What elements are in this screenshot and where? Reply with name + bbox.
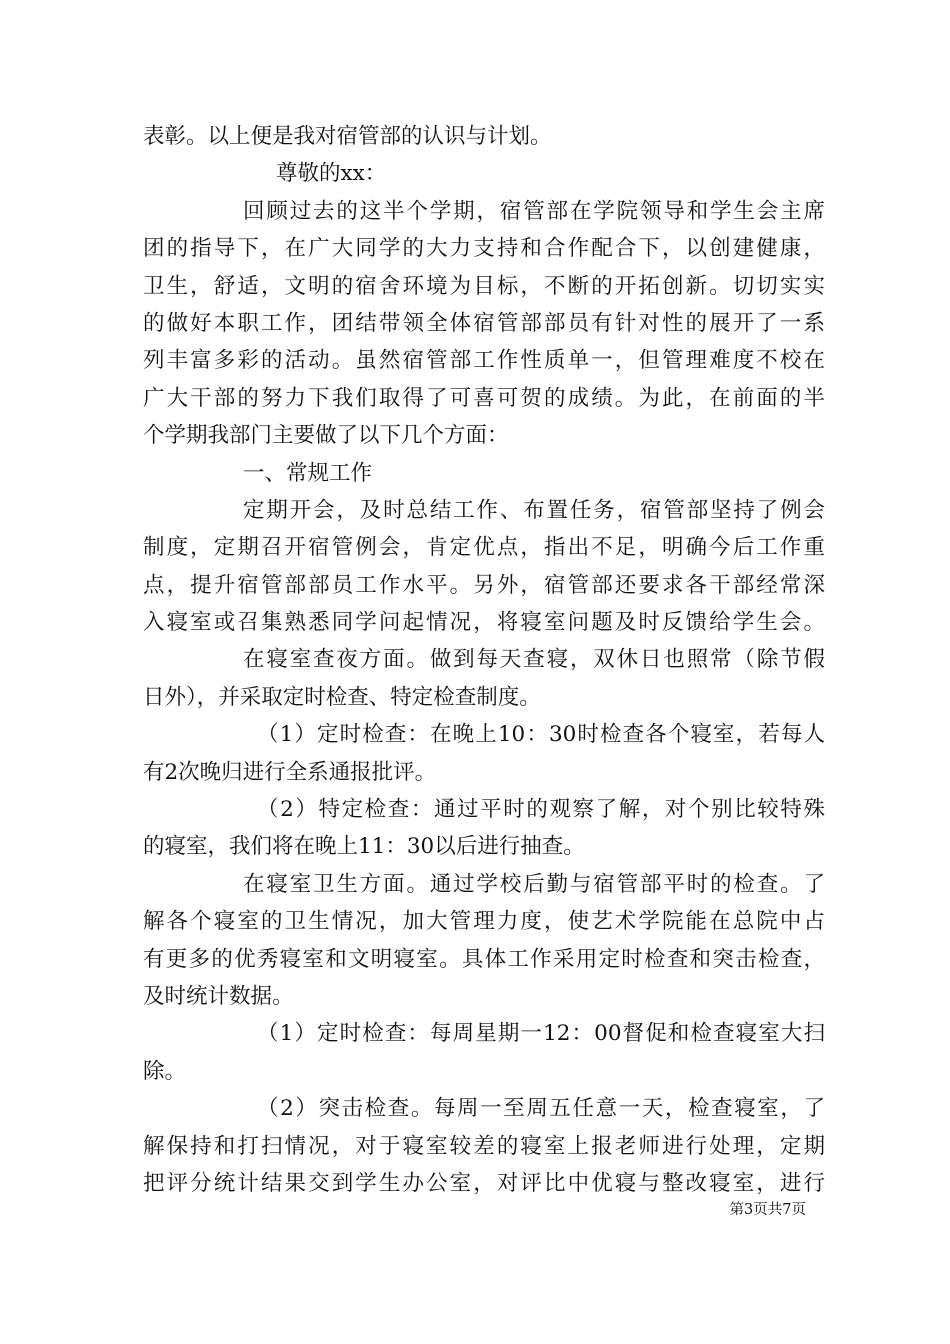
text-line: 的寝室，我们将在晚上11：30以后进行抽查。 — [143, 834, 585, 860]
text-line: 列丰富多彩的活动。虽然宿管部工作性质单一，但管理难度不校在 — [143, 348, 825, 374]
text-line: （2）突击检查。每周一至周五任意一天，检查寝室，了 — [257, 1096, 825, 1122]
text-line: 的做好本职工作，团结带领全体宿管部部员有针对性的展开了一系 — [143, 310, 825, 336]
text-line: 表彰。以上便是我对宿管部的认识与计划。 — [143, 124, 552, 149]
text-line: （1）定时检查：在晚上10：30时检查各个寝室，若每人 — [257, 722, 825, 748]
text-line: 制度，定期召开宿管例会，肯定优点，指出不足，明确今后工作重 — [143, 535, 825, 561]
text-line: 定期开会，及时总结工作、布置任务，宿管部坚持了例会 — [243, 497, 825, 523]
text-line: 除。 — [143, 1058, 187, 1084]
salutation: 尊敬的xx： — [276, 161, 387, 187]
text-line: 有2次晚归进行全系通报批评。 — [143, 759, 437, 785]
text-line: （2）特定检查：通过平时的观察了解，对个别比较特殊 — [257, 797, 825, 823]
text-line: 有更多的优秀寝室和文明寝室。具体工作采用定时检查和突击检查， — [143, 946, 825, 972]
text-line: 及时统计数据。 — [143, 983, 294, 1009]
text-line: 把评分统计结果交到学生办公室，对评比中优寝与整改寝室，进行 — [143, 1170, 825, 1196]
text-line: 回顾过去的这半个学期，宿管部在学院领导和学生会主席 — [243, 198, 825, 224]
text-line: 广大干部的努力下我们取得了可喜可贺的成绩。为此，在前面的半 — [143, 385, 825, 411]
text-line: 个学期我部门主要做了以下几个方面： — [143, 423, 509, 449]
text-line: 解保持和打扫情况，对于寝室较差的寝室上报老师进行处理，定期 — [143, 1133, 825, 1159]
text-line: 团的指导下，在广大同学的大力支持和合作配合下，以创建健康， — [143, 236, 825, 262]
text-line: 点，提升宿管部部员工作水平。另外，宿管部还要求各干部经常深 — [143, 572, 825, 598]
page-number: 第3页共7页 — [729, 1202, 806, 1218]
text-line: 入寝室或召集熟悉同学问起情况，将寝室问题及时反馈给学生会。 — [143, 610, 825, 636]
text-line: 在寝室卫生方面。通过学校后勤与宿管部平时的检查。了 — [243, 871, 825, 897]
text-line: 解各个寝室的卫生情况，加大管理力度，使艺术学院能在总院中占 — [143, 909, 825, 935]
section-heading: 一、常规工作 — [243, 460, 373, 486]
text-line: （1）定时检查：每周星期一12：00督促和检查寝室大扫 — [257, 1021, 825, 1047]
body-text — [143, 118, 825, 1202]
text-line: 卫生，舒适，文明的宿舍环境为目标，不断的开拓创新。切切实实 — [143, 273, 825, 299]
text-line: 日外），并采取定时检查、特定检查制度。 — [143, 684, 541, 710]
text-line: 在寝室查夜方面。做到每天查寝，双休日也照常（除节假 — [243, 647, 825, 673]
